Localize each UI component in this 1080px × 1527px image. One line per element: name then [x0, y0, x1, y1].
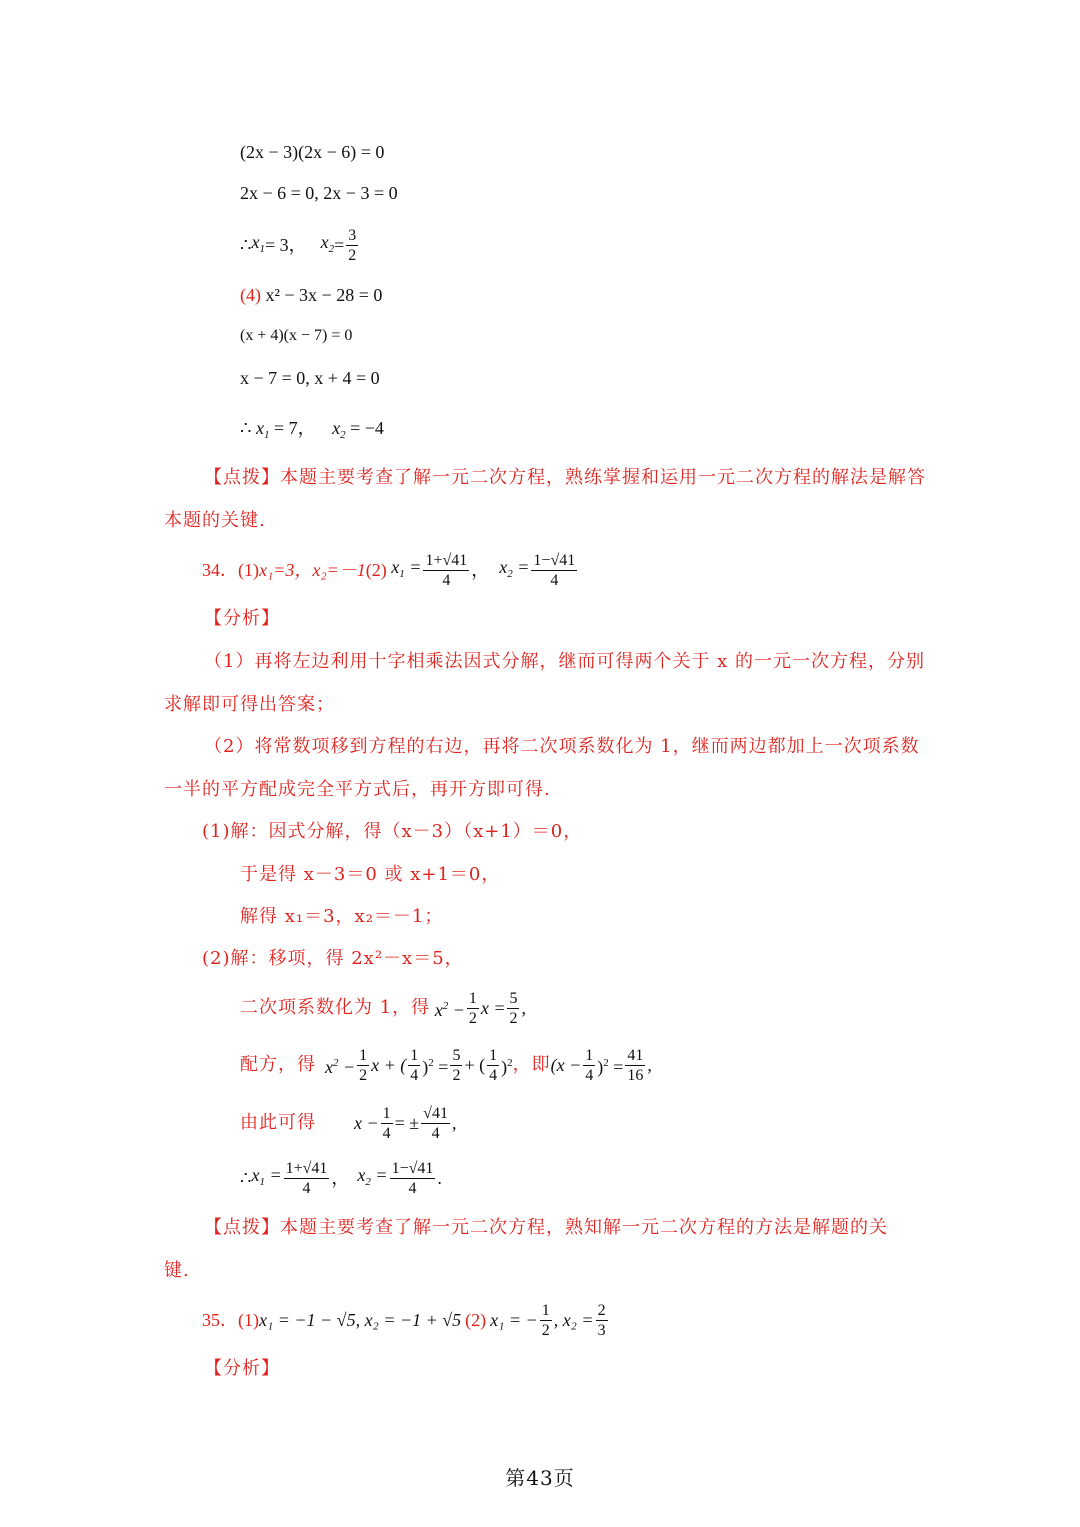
therefore-symbol: ∴ [240, 418, 252, 438]
analysis-34-p2a: （2）将常数项移到方程的右边，再将二次项系数化为 1，继而两边都加上一次项系数 [204, 736, 920, 757]
q35-part1: x₁ = −1 − √5, x₂ = −1 + √5 [259, 1310, 462, 1330]
q34-part2-label: (2) [365, 560, 387, 580]
q34-label: 34．(1) [202, 560, 259, 580]
x2-value: = −4 [350, 418, 384, 438]
solution-34-s4: (2)解：移项，得 2x²－x＝5， [202, 948, 464, 969]
eq-line-6: x − 7 = 0, x + 4 = 0 [240, 368, 380, 388]
q34-x2-fraction: $\frac{1-√41}{4}$ [533, 551, 576, 589]
q35-answer: 35．(1) x₁ = −1 − √5, x₂ = −1 + √5 (2) x₁ = − $\frac{1}{2}$ , x₂ = $\frac{2}{3}$ [202, 1301, 606, 1339]
analysis-34-bracket: 【分析】 [204, 608, 280, 629]
solution-34-s8: ∴ $x_1$ = $\frac{1+√41}{4}$ ， $x_2$ = $\frac{1-√41}{4}$ . [240, 1159, 442, 1197]
var-x1: $x_1$ = [386, 556, 422, 580]
tip-1-line-1 [204, 467, 926, 489]
solution-34-s6: 配方，得 $x^2$ − $\frac{1}{2}$ x + ( $\frac{1}{4}$ )$^2$ = $\frac{5}{2}$ + ( $\frac{1}{4}$ )$^2$ ，即 (x − $\frac{1}{4}$ )$^2$ = $\frac{41}{16}$ , [240, 1046, 652, 1084]
part-4-equation: x² − 3x − 28 = 0 [265, 285, 383, 305]
x1-value: = 3， [264, 235, 307, 255]
analysis-34-p1a: （1）再将左边利用十字相乘法因式分解，继而可得两个关于 x 的一元一次方程，分别 [204, 651, 926, 672]
x2-eq: = [334, 235, 345, 255]
eq-line-3 [240, 222, 360, 268]
tip-1-text: 本题主要考查了解一元二次方程，熟练掌握和运用一元二次方程的解法是解答 [280, 467, 926, 488]
fraction-3-over-2: $\frac{3}{2}$ [348, 226, 357, 264]
solution-34-s7: 由此可得 x − $\frac{1}{4}$ = ± $\frac{√41}{4}$ , [240, 1104, 457, 1142]
solution-34-s1: (1)解：因式分解，得（x－3）（x+1）＝0， [202, 821, 583, 842]
var-x2: $x_2$ [320, 231, 335, 255]
solution-34-s2: 于是得 x－3＝0 或 x+1＝0， [240, 864, 501, 885]
part-4-label: (4) [240, 285, 261, 305]
tip-2-line-2: 键. [164, 1260, 190, 1281]
q35-part2-label: (2) [465, 1310, 487, 1330]
therefore-symbol: ∴ [240, 235, 252, 255]
eq-line-7 [240, 417, 384, 446]
q34-x1-fraction: $\frac{1+√41}{4}$ [425, 551, 468, 589]
q34-answer: 34．(1) x₁=3，x₂=－1 (2) $x_1$ = $\frac{1+√41}{4}$ ， $x_2$ = $\frac{1-√41}{4}$ [202, 551, 576, 589]
solution-34-s3: 解得 x₁＝3，x₂＝－1； [240, 906, 444, 927]
solution-34-s5: 二次项系数化为 1，得 $x^2$ − $\frac{1}{2}$ x = $\frac{5}{2}$ , [240, 989, 526, 1027]
q35-label: 35．(1) [202, 1310, 259, 1330]
analysis-34-p1b: 求解即可得出答案； [164, 694, 335, 715]
tip-1-bracket: 【点拨】 [204, 467, 280, 488]
eq-line-5: (x + 4)(x − 7) = 0 [240, 327, 353, 344]
var-x1: $x_1$ [255, 418, 270, 441]
page-number: 第43页 [505, 1466, 575, 1490]
var-x1: $x_1$ [251, 231, 265, 255]
q34-part1: x₁=3，x₂=－1 [259, 560, 366, 580]
analysis-35-bracket: 【分析】 [204, 1358, 280, 1379]
var-x2: $x_2$ [332, 418, 346, 441]
eq-line-1: (2x − 3)(2x − 6) = 0 [240, 142, 385, 162]
eq-line-4 [240, 284, 382, 306]
analysis-34-p2b: 一半的平方配成完全平方式后，再开方即可得. [164, 779, 551, 800]
tip-1-line-2: 本题的关键. [164, 510, 266, 531]
tip-2-line-1: 【点拨】本题主要考查了解一元二次方程，熟知解一元二次方程的方法是解题的关 [204, 1217, 888, 1238]
x1-value: = 7， [273, 418, 316, 438]
var-x2: $x_2$ = [499, 556, 530, 580]
eq-line-2: 2x − 6 = 0, 2x − 3 = 0 [240, 183, 398, 203]
